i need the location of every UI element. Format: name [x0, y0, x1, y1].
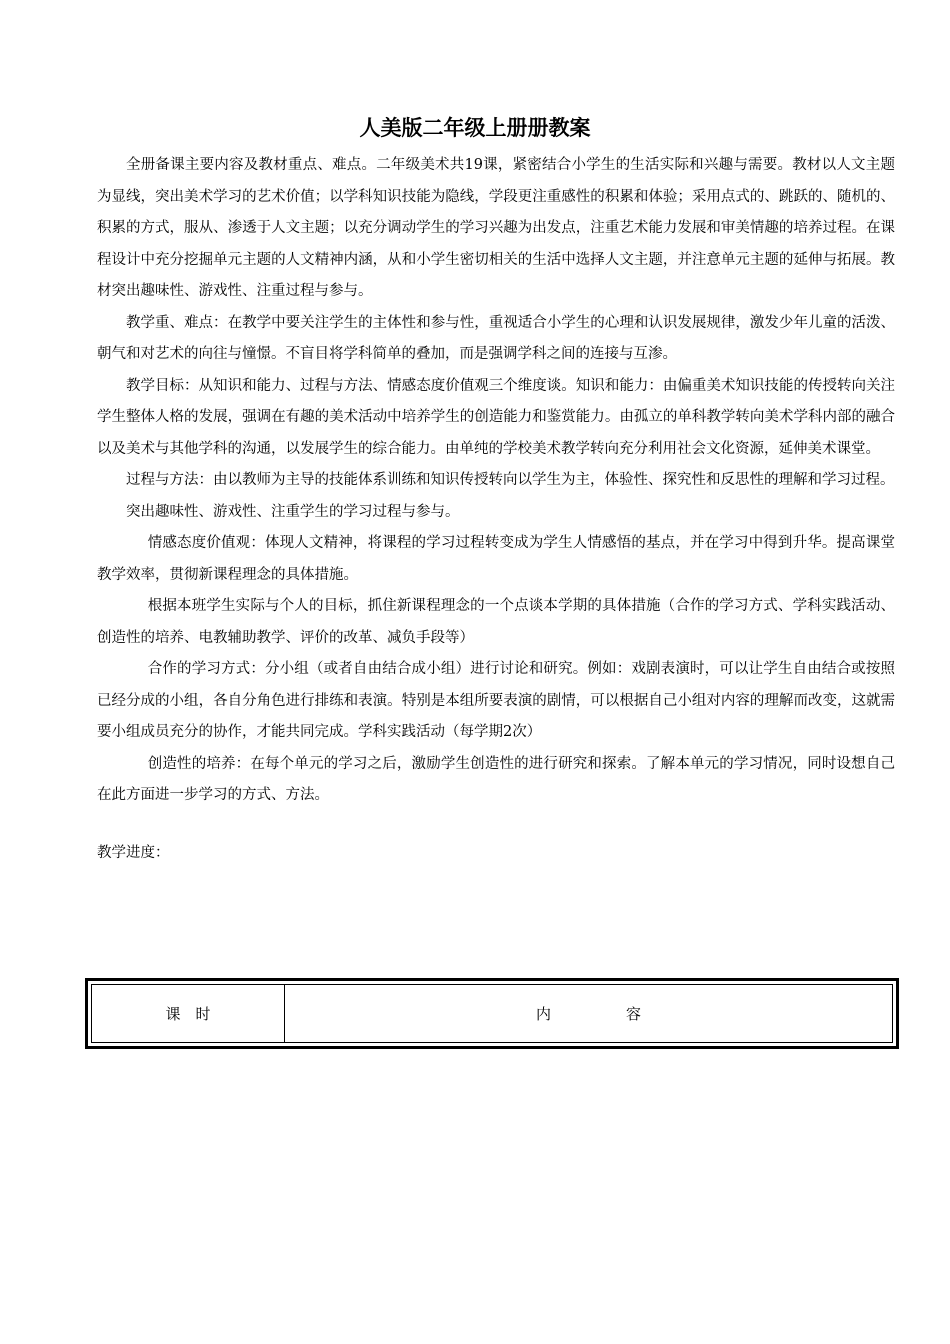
schedule-table-header-row [91, 984, 893, 1043]
paragraph-highlight: 突出趣味性、游戏性、注重学生的学习过程与参与。 [126, 503, 460, 520]
paragraph-attitude-values: 情感态度价值观：体现人文精神，将课程的学习过程转变成为学生人情感悟的基点，并在学习中得到升华。提高课堂教学效率，贯彻新课程理念的具体措施。 [97, 535, 895, 583]
paragraph-process-method: 过程与方法：由以教师为主导的技能体系训练和知识传授转向以学生为主，体验性、探究性和反思性的理解和学习过程。 [126, 472, 895, 488]
header-cell-content: 内 容 [535, 1005, 641, 1023]
document-title: 人美版二年级上册册教案 [359, 116, 591, 140]
document-body [97, 150, 895, 869]
paragraph-objectives: 教学目标：从知识和能力、过程与方法、情感态度价值观三个维度谈。知识和能力：由偏重美术知识技能的传授转向关注学生整体人格的发展，强调在有趣的美术活动中培养学生的创造能力和鉴赏能力。由孤立的单科教学转向美术学科内部的融合以及美术与其他学科的沟通，以发展学生的综合能力。由单纯的学校美术教学转向充分利用社会文化资源，延伸美术课堂。 [97, 377, 895, 457]
paragraph-cooperative-learning: 合作的学习方式：分小组（或者自由结合成小组）进行讨论和研究。例如：戏剧表演时，可以让学生自由结合或按照已经分成的小组，各自分角色进行排练和表演。特别是本组所要表演的剧情，可以根据自己小组对内容的理解而改变，这就需要小组成员充分的协作，才能共同完成。学科实践活动（每学期2次） [97, 661, 895, 740]
paragraph-measures: 根据本班学生实际与个人的目标，抓住新课程理念的一个点谈本学期的具体措施（合作的学习方式、学科实践活动、创造性的培养、电教辅助教学、评价的改革、减负手段等） [97, 598, 895, 646]
paragraph-overview: 全册备课主要内容及教材重点、难点。二年级美术共19课，紧密结合小学生的生活实际和兴趣与需要。教材以人文主题为显线，突出美术学习的艺术价值；以学科知识技能为隐线，学段更注重感性的积累和体验；采用点式的、跳跃的、随机的、积累的方式，服从、渗透于人文主题；以充分调动学生的学习兴趣为出发点，注重艺术能力发展和审美情趣的培养过程。在课程设计中充分挖掘单元主题的人文精神内涵，从和小学生密切相关的生活中选择人文主题，并注意单元主题的延伸与拓展。教材突出趣味性、游戏性、注重过程与参与。 [97, 157, 895, 299]
header-cell-period: 课 时 [92, 985, 285, 1042]
schedule-table [85, 978, 899, 1049]
paragraph-schedule-heading: 教学进度： [97, 844, 170, 861]
paragraph-creativity: 创造性的培养：在每个单元的学习之后，激励学生创造性的进行研究和探索。了解本单元的学习情况，同时设想自己在此方面进一步学习的方式、方法。 [97, 755, 895, 803]
paragraph-key-points: 教学重、难点：在教学中要关注学生的主体性和参与性，重视适合小学生的心理和认识发展规律，激发少年儿童的活泼、朝气和对艺术的向往与憧憬。不盲目将学科简单的叠加，而是强调学科之间的连接与互渗。 [97, 314, 895, 362]
